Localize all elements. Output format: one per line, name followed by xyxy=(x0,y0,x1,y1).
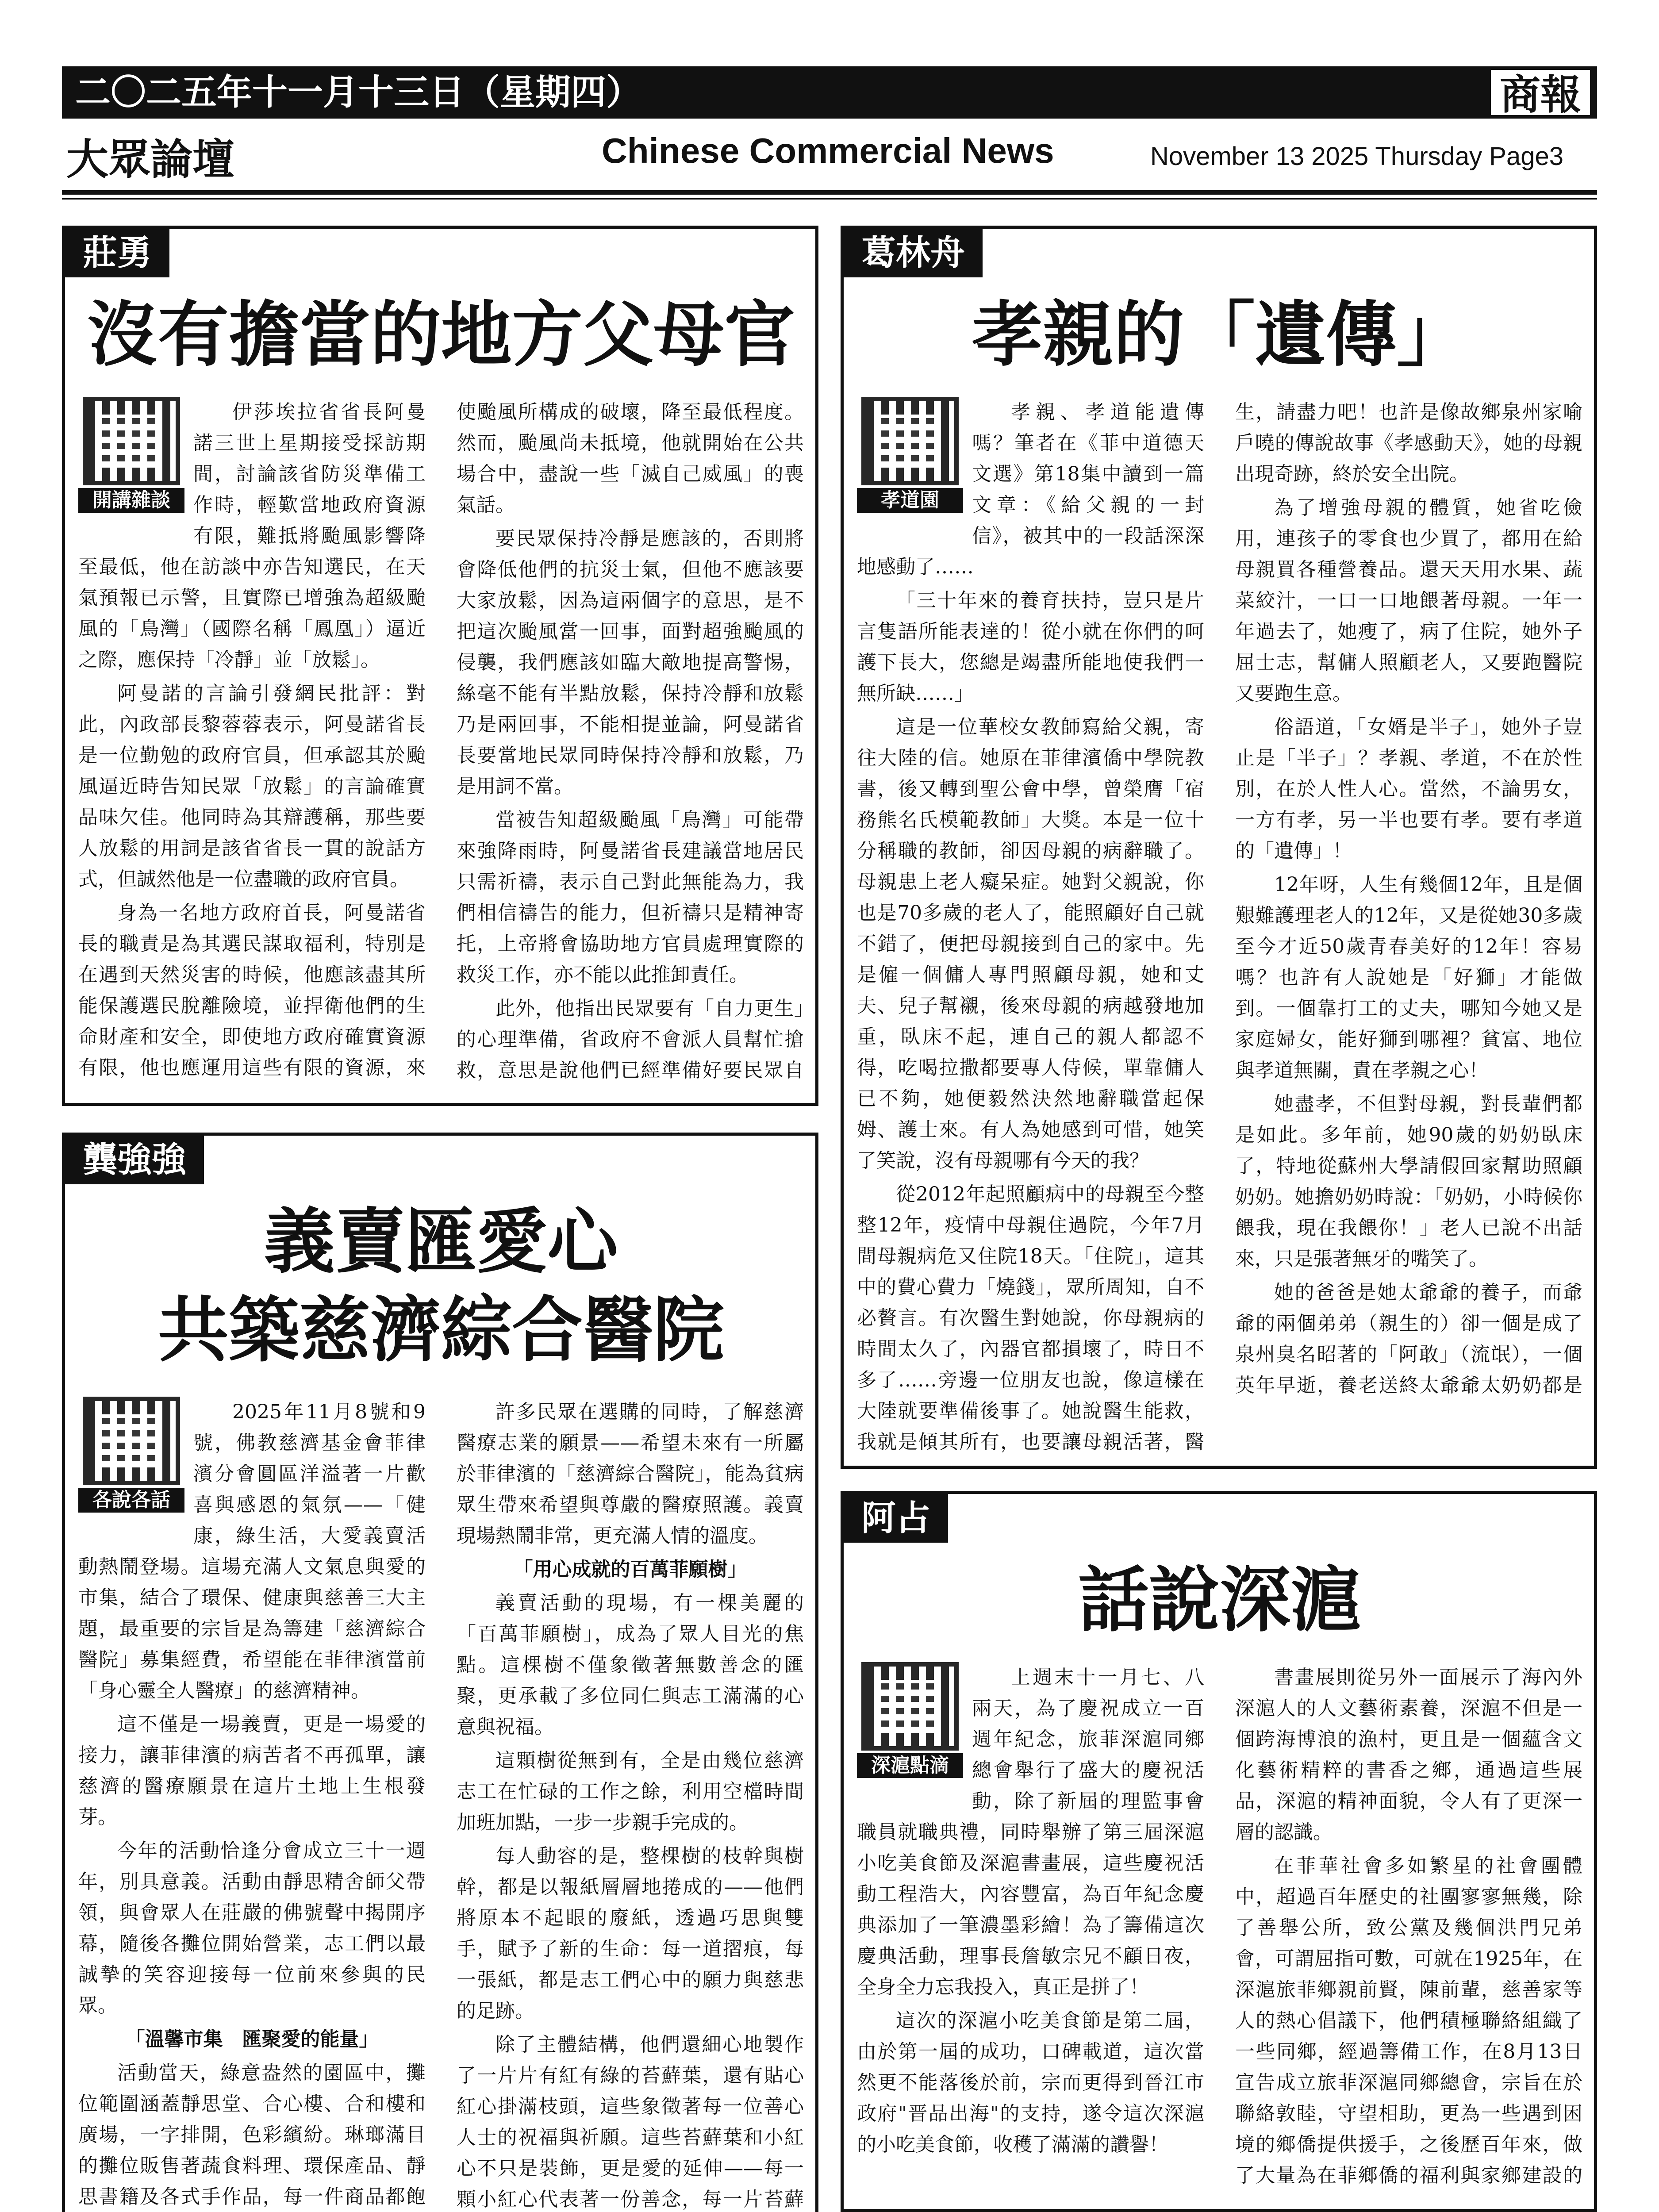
paragraph: 這不僅是一場義賣，更是一場愛的接力，讓菲律濱的病苦者不再孤單，讓慈濟的醫療願景在這片土地上生根發芽。 xyxy=(78,1713,426,1828)
paragraph: 義賣活動的現場，有一棵美麗的「百萬菲願樹」，成為了眾人目光的焦點。這棵樹不僅象徵著無數善念的匯聚，更承載了多位同仁與志工滿滿的心意與祝福。 xyxy=(457,1592,804,1738)
paragraph: 2025年11月8號和9號，佛教慈濟基金會菲律濱分會圓區洋溢著一片歡喜與感恩的氣氛——「健康，綠生活，大愛義賣活動熱鬧登場。這場充滿人文氣息與愛的市集，結合了環保、健康與慈善三大主題，最重要的宗旨是為籌建「慈濟綜合醫院」募集經費，希望能在菲律濱當前「身心靈全人醫療」的慈濟精神。 xyxy=(78,1401,426,1702)
paragraph: 這次的深滬小吃美食節是第二屆，由於第一屆的成功，口碑載道，這次當然更不能落後於前，宗而更得到晉江市政府"晋品出海"的支持，遂令這次深滬的小吃美食節，收穫了滿滿的讚譽！ xyxy=(857,2009,1204,2156)
article-title: 話說深滬 xyxy=(1078,1559,1361,1641)
article-title: 孝親的「遺傳」 xyxy=(972,293,1467,376)
article-body xyxy=(78,1397,804,2212)
paragraph: 今年的活動恰逢分會成立三十一週年，別具意義。活動由靜思精舍師父帶領，與會眾人在莊嚴的佛號聲中揭開序幕，隨後各攤位開始營業，志工們以最誠摯的笑容迎接每一位前來參與的民眾。 xyxy=(78,1839,426,2017)
paragraph: 要民眾保持冷靜是應該的，否則將會降低他們的抗災士氣，但他不應該要大家放鬆，因為這兩個字的意思，是不把這次颱風當一回事，面對超強颱風的侵襲，我們應該如臨大敵地提高警惕，絲毫不能有半點放鬆，保持冷靜和放鬆乃是兩回事，不能相提並論，阿曼諾省長要當地民眾同時保持冷靜和放鬆，乃是用詞不當。 xyxy=(457,527,804,798)
qr-label: 開講雜談 xyxy=(78,488,184,513)
author-badge: 阿占 xyxy=(844,1494,948,1543)
paragraph: 這顆樹從無到有，全是由幾位慈濟志工在忙碌的工作之餘，利用空檔時間加班加點，一步一步親手完成的。 xyxy=(457,1749,804,1834)
paragraph: 「三十年來的養育扶持，豈只是片言隻語所能表達的！從小就在你們的呵護下長大，您總是竭盡所能地使我們一無所缺……」 xyxy=(857,589,1204,705)
paragraph: 她盡孝，不但對母親，對長輩們都是如此。多年前，她90歲的奶奶臥床了，特地從蘇州大學請假回家幫助照顧奶奶。她擔奶奶時說：「奶奶，小時候你餵我，現在我餵你！」老人已說不出話來，只是張著無牙的嘴笑了。 xyxy=(1235,1093,1582,1270)
paper-name: 商報 xyxy=(1488,67,1593,118)
paragraph: 此外，他指出民眾要有「自力更生」的心理準備，省政府不會派人員幫忙搶救，意思是說他們已經準備好要民眾自 xyxy=(457,997,804,1082)
paragraph: 孝親、孝道能遺傳嗎？筆者在《菲中道德天文選》第18集中讀到一篇文章：《給父親的一封信》，被其中的一段話深深地感動了…… xyxy=(857,401,1204,578)
article-body xyxy=(857,1662,1582,2202)
article-title-line-1: 義賣匯愛心 xyxy=(264,1200,618,1283)
paragraph: 從2012年起照顧病中的母親至今整整12年，疫情中母親住過院，今年7月間母親病危又住院18天。「住院」，這其中的費心費力「燒錢」，眾所周知，自不必贅言。有次醫生對她說，你母親病的時間太久了，內器官都損壞了，時日不多了……旁邊一位朋友也說，像這樣在大陸就要準備後事了。她說醫生能救，我就是傾其所有，也要讓母親活著，醫生，請盡力吧！也許是像故鄉泉州家喻戶曉的傳說故事《孝感動天》，她的母親出現奇跡，終於安全出院。 xyxy=(857,401,1582,1453)
article-gong-qiangqiang xyxy=(62,1133,818,2212)
paragraph: 俗語道，「女婿是半子」，她外子豈止是「半子」？孝親、孝道，不在於性別，在於人性人心。當然，不論男女，一方有孝，另一半也要有孝。要有孝道的「遺傳」！ xyxy=(1235,716,1582,862)
paragraph: 這是一位華校女教師寫給父親，寄往大陸的信。她原在菲律濱僑中學院教書，後又轉到聖公會中學，曾榮膺「宿務熊名氏模範教師」大獎。本是一位十分稱職的教師，卻因母親的病辭職了。母親患上老人癡呆症。她對父親說，你也是70多歲的老人了，能照顧好自己就不錯了，便把母親接到自己的家中。先是僱一個傭人專門照顧母親，她和丈夫、兒子幫襯，後來母親的病越發地加重，臥床不起，連自己的親人都認不得，吃喝拉撒都要專人侍候，單靠傭人已不夠，她便毅然決然地辭職當起保姆、護士來。有人為她感到可惜，她笑了笑說，沒有母親哪有今天的我？ xyxy=(857,716,1204,1172)
paragraph: 身為一名地方政府首長，阿曼諾省長的職責是為其選民謀取福利，特別是在遇到天然災害的時候，他應該盡其所能保護選民脫離險境，並捍衛他們的生命財產和安全，即使地方政府確實資源有限，他也應運用這些有限的資源，來使颱風所構成的破壞，降至最低程度。然而，颱風尚未抵境，他就開始在公共場合中，盡說一些「滅自己威風」的喪氣話。 xyxy=(78,401,804,1079)
subheading: 「溫馨市集 匯聚愛的能量」 xyxy=(125,2028,379,2051)
issue-date: 二〇二五年十一月十三日（星期四） xyxy=(75,72,641,113)
author-badge: 莊勇 xyxy=(65,229,169,277)
paragraph: 書畫展則從另外一面展示了海內外深滬人的人文藝術素養，深滬不但是一個跨海博浪的漁村，更且是一個蘊含文化藝術精粹的書香之鄉，通過這些展品，深滬的精神面貌，令人有了更深一層的認識。 xyxy=(1235,1666,1582,1843)
issue-line: November 13 2025 Thursday Page3 xyxy=(1150,142,1563,171)
paragraph: 伊莎埃拉省省長阿曼諾三世上星期接受採訪期間，討論該省防災準備工作時，輕歎當地政府資源有限，難抵將颱風影響降至最低，他在訪談中亦告知選民，在天氣預報已示警，且實際已增強為超級颱風的「鳥灣」（國際名稱「鳳凰」）逼近之際，應保持「冷靜」並「放鬆」。 xyxy=(78,401,426,671)
article-title-line-2: 共築慈濟綜合醫院 xyxy=(157,1289,724,1371)
paragraph: 在菲華社會多如繁星的社會團體中，超過百年歷史的社團寥寥無幾，除了善舉公所，致公黨及幾個洪門兄弟會，可謂屈指可數，可就在1925年，在深滬旅菲鄉親前賢，陳前輩，慈善家等人的熱心倡議下，他們積極聯絡組織了一些同鄉，經過籌備工作，在8月13日宣告成立旅菲深滬同鄉總會，宗旨在於聯絡敦睦，守望相助，更為一些遇到困境的鄉僑提供援手，之後歷百年來，做了大量為在菲鄉僑的福利與家鄉建設的 xyxy=(1235,1855,1582,2187)
qr-label: 深滬點滴 xyxy=(857,1753,963,1778)
qr-label: 各說各話 xyxy=(78,1488,184,1513)
paragraph: 12年呀，人生有幾個12年，且是個艱難護理老人的12年，又是從她30多歲至今才近50歲青春美好的12年！容易嗎？也許有人說她是「好獅」才能做到。一個靠打工的丈夫，哪知今她又是家庭婦女，能好獅到哪裡？貧富、地位與孝道無關，責在孝親之心！ xyxy=(1235,873,1582,1082)
paragraph: 阿曼諾的言論引發網民批評：對此，內政部長黎蓉蓉表示，阿曼諾省長是一位勤勉的政府官員，但承認其於颱風逼近時告知民眾「放鬆」的言論確實品味欠佳。他同時為其辯護稱，那些要人放鬆的用詞是該省省長一貫的說話方式，但誠然他是一位盡職的政府官員。 xyxy=(78,682,426,891)
paragraph: 當被告知超級颱風「鳥灣」可能帶來強降雨時，阿曼諾省長建議當地居民只需祈禱，表示自己對此無能為力，我們相信禱告的能力，但祈禱只是精神寄托，上帝將會協助地方官員處理實際的救災工作，亦不能以此推卸責任。 xyxy=(457,809,804,986)
paragraph: 除了主體結構，他們還細心地製作了一片片有紅有綠的苔蘚葉，還有貼心紅心掛滿枝頭，這些象徵著每一位善心人士的祝福與祈願。這些苔蘚葉和小紅心不只是裝飾，更是愛的延伸——每一顆小紅心代表著一份善念，每一片苔蘚 xyxy=(457,2033,804,2211)
paragraph: 每人動容的是，整棵樹的枝幹與樹幹，都是以報紙層層地捲成的——他們將原本不起眼的廢紙，透過巧思與雙手，賦予了新的生命：每一道摺痕，每一張紙，都是志工們心中的願力與慈悲的足跡。 xyxy=(457,1845,804,2022)
article-title: 沒有擔當的地方父母官 xyxy=(87,293,795,376)
article-body xyxy=(78,397,804,1096)
qr-label: 孝道園 xyxy=(857,488,963,513)
header-rule xyxy=(62,190,1597,195)
header-rule-thin xyxy=(62,198,1597,200)
paragraph: 為了增強母親的體質，她省吃儉用，連孩子的零食也少買了，都用在給母親買各種營養品。還天天用水果、蔬菜絞汁，一口一口地餵著母親。一年一年過去了，她瘦了，病了住院，她外子屈士志，幫傭人照顧老人，又要跑醫院又要跑生意。 xyxy=(1235,496,1582,705)
paragraph: 許多民眾在選購的同時，了解慈濟醫療志業的願景——希望未來有一所屬於菲律濱的「慈濟綜合醫院」，能為貧病眾生帶來希望與尊嚴的醫療照護。義賣現場熱鬧非常，更充滿人情的溫度。 xyxy=(457,1401,804,1547)
paper-english-name: Chinese Commercial News xyxy=(602,131,1054,170)
paragraph: 活動當天，綠意盎然的園區中，攤位範圍涵蓋靜思堂、合心樓、合和樓和廣場，一字排開，色彩繽紛。琳瑯滿目的攤位販售著蔬食料理、環保產品、靜思書籍及各式手作品，每一件商品都飽 xyxy=(78,2062,426,2208)
article-ge-linzhou xyxy=(841,226,1597,1469)
article-body xyxy=(857,397,1582,1459)
author-badge: 龔強強 xyxy=(65,1136,204,1184)
article-zhuang-yong xyxy=(62,226,818,1106)
subheading: 「用心成就的百萬菲願樹」 xyxy=(513,1558,747,1581)
paragraph: 她的爸爸是她太爺爺的養子，而爺爺的兩個弟弟（親生的）卻一個是成了泉州臭名昭著的「阿敢」（流氓），一個英年早逝，養老送終太爺爺太奶奶都是 xyxy=(1235,1281,1582,1397)
paragraph: 上週末十一月七、八兩天，為了慶祝成立一百週年紀念，旅菲深滬同鄉總會舉行了盛大的慶祝活動，除了新屆的理監事會職員就職典禮，同時舉辦了第三屆深滬小吃美食節及深滬書畫展，這些慶祝活動工程浩大，內容豐富，為百年紀念慶典添加了一筆濃墨彩繪！為了籌備這次慶典活動，理事長詹敏宗兄不顧日夜，全身全力忘我投入，真正是拼了！ xyxy=(857,1666,1204,1998)
section-title: 大眾論壇 xyxy=(66,135,235,184)
article-a-zhan xyxy=(841,1491,1597,2212)
author-badge: 葛林舟 xyxy=(844,229,983,277)
